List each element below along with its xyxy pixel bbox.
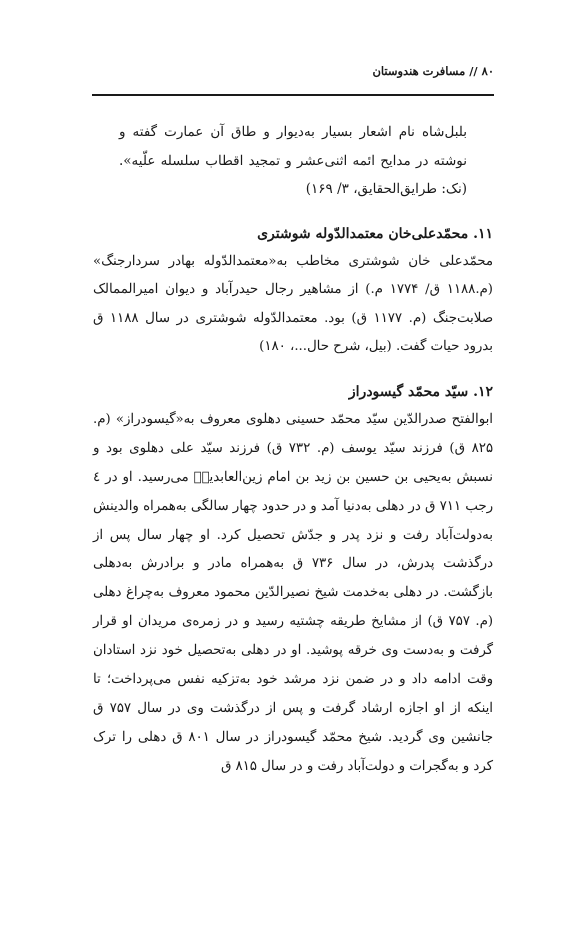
section-11 [93, 220, 493, 362]
quote-paragraph: بلبل‌شاه نام اشعار بسیار به‌دیوار و طاق آن عمارت گفته و نوشته در مدایح ائمه اثنی‌عشر و تمجید اقطاب سلسله علّیه». (نک: طرایق‌الحقایق، ۳/ ۱۶۹) [119, 124, 467, 197]
page-content [93, 118, 493, 782]
section-heading: ۱۱. محمّدعلی‌خان معتمدالدّوله شوشتری [257, 225, 493, 242]
section-12 [93, 378, 493, 782]
running-header: ۸۰ // مسافرت هندوستان [372, 64, 494, 78]
header-rule [92, 94, 494, 96]
section-body: ابوالفتح صدرالدّین سیّد محمّد حسینی دهلوی معروف به«گیسودراز» (م. ۸۲۵ ق) فرزند سیّد یوسف (م. ۷۳۲ ق) فرزند سیّد علی دهلوی بود و نسبش به‌یحیی بن حسین بن زید بن امام زین‌العابدینؑ می‌رسید. او در ٤ رجب ۷۱۱ ق در دهلی به‌دنیا آمد و در حدود چهار سالگی به‌همراه والدینش به‌دولت‌آباد رفت و نزد پدر و جدّش تحصیل کرد. او چهار سال پس از درگذشت پدرش، در سال ۷۳۶ ق به‌همراه مادر و برادرش به‌دهلی بازگشت. در دهلی به‌خدمت شیخ نصیرالدّین محمود معروف به‌چراغ دهلی (م. ۷۵۷ ق) از مشایخ طریقه چشتیه رسید و در زمره‌ی مریدان او قرار گرفت و به‌دست وی خرقه پوشید. او در دهلی به‌تحصیل خود نزد استادان وقت ادامه داد و در ضمن نزد مرشد خود به‌تزکیه نفس می‌پرداخت؛ تا اینکه از او اجازه ارشاد گرفت و پس از درگذشت وی در سال ۷۵۷ ق جانشین وی گردید. شیخ محمّد گیسودراز در سال ۸۰۱ ق دهلی را ترک کرد و به‌گجرات و دولت‌آباد رفت و در سال ۸۱۵ ق [93, 411, 494, 774]
section-body: محمّدعلی خان شوشتری مخاطب به«معتمدالدّوله بهادر سردارجنگ» (م.۱۱۸۸ ق/ ۱۷۷۴ م.) از مشاهیر رجال حیدرآباد و دیوان امیرالممالک صلابت‌جنگ (م. ۱۱۷۷ ق) بود. معتمدالدّوله شوشتری در سال ۱۱۸۸ ق بدرود حیات گفت. (بیل، شرح حال...، ۱۸۰) [93, 253, 493, 355]
section-heading: ۱۲. سیّد محمّد گیسودراز [348, 383, 493, 400]
